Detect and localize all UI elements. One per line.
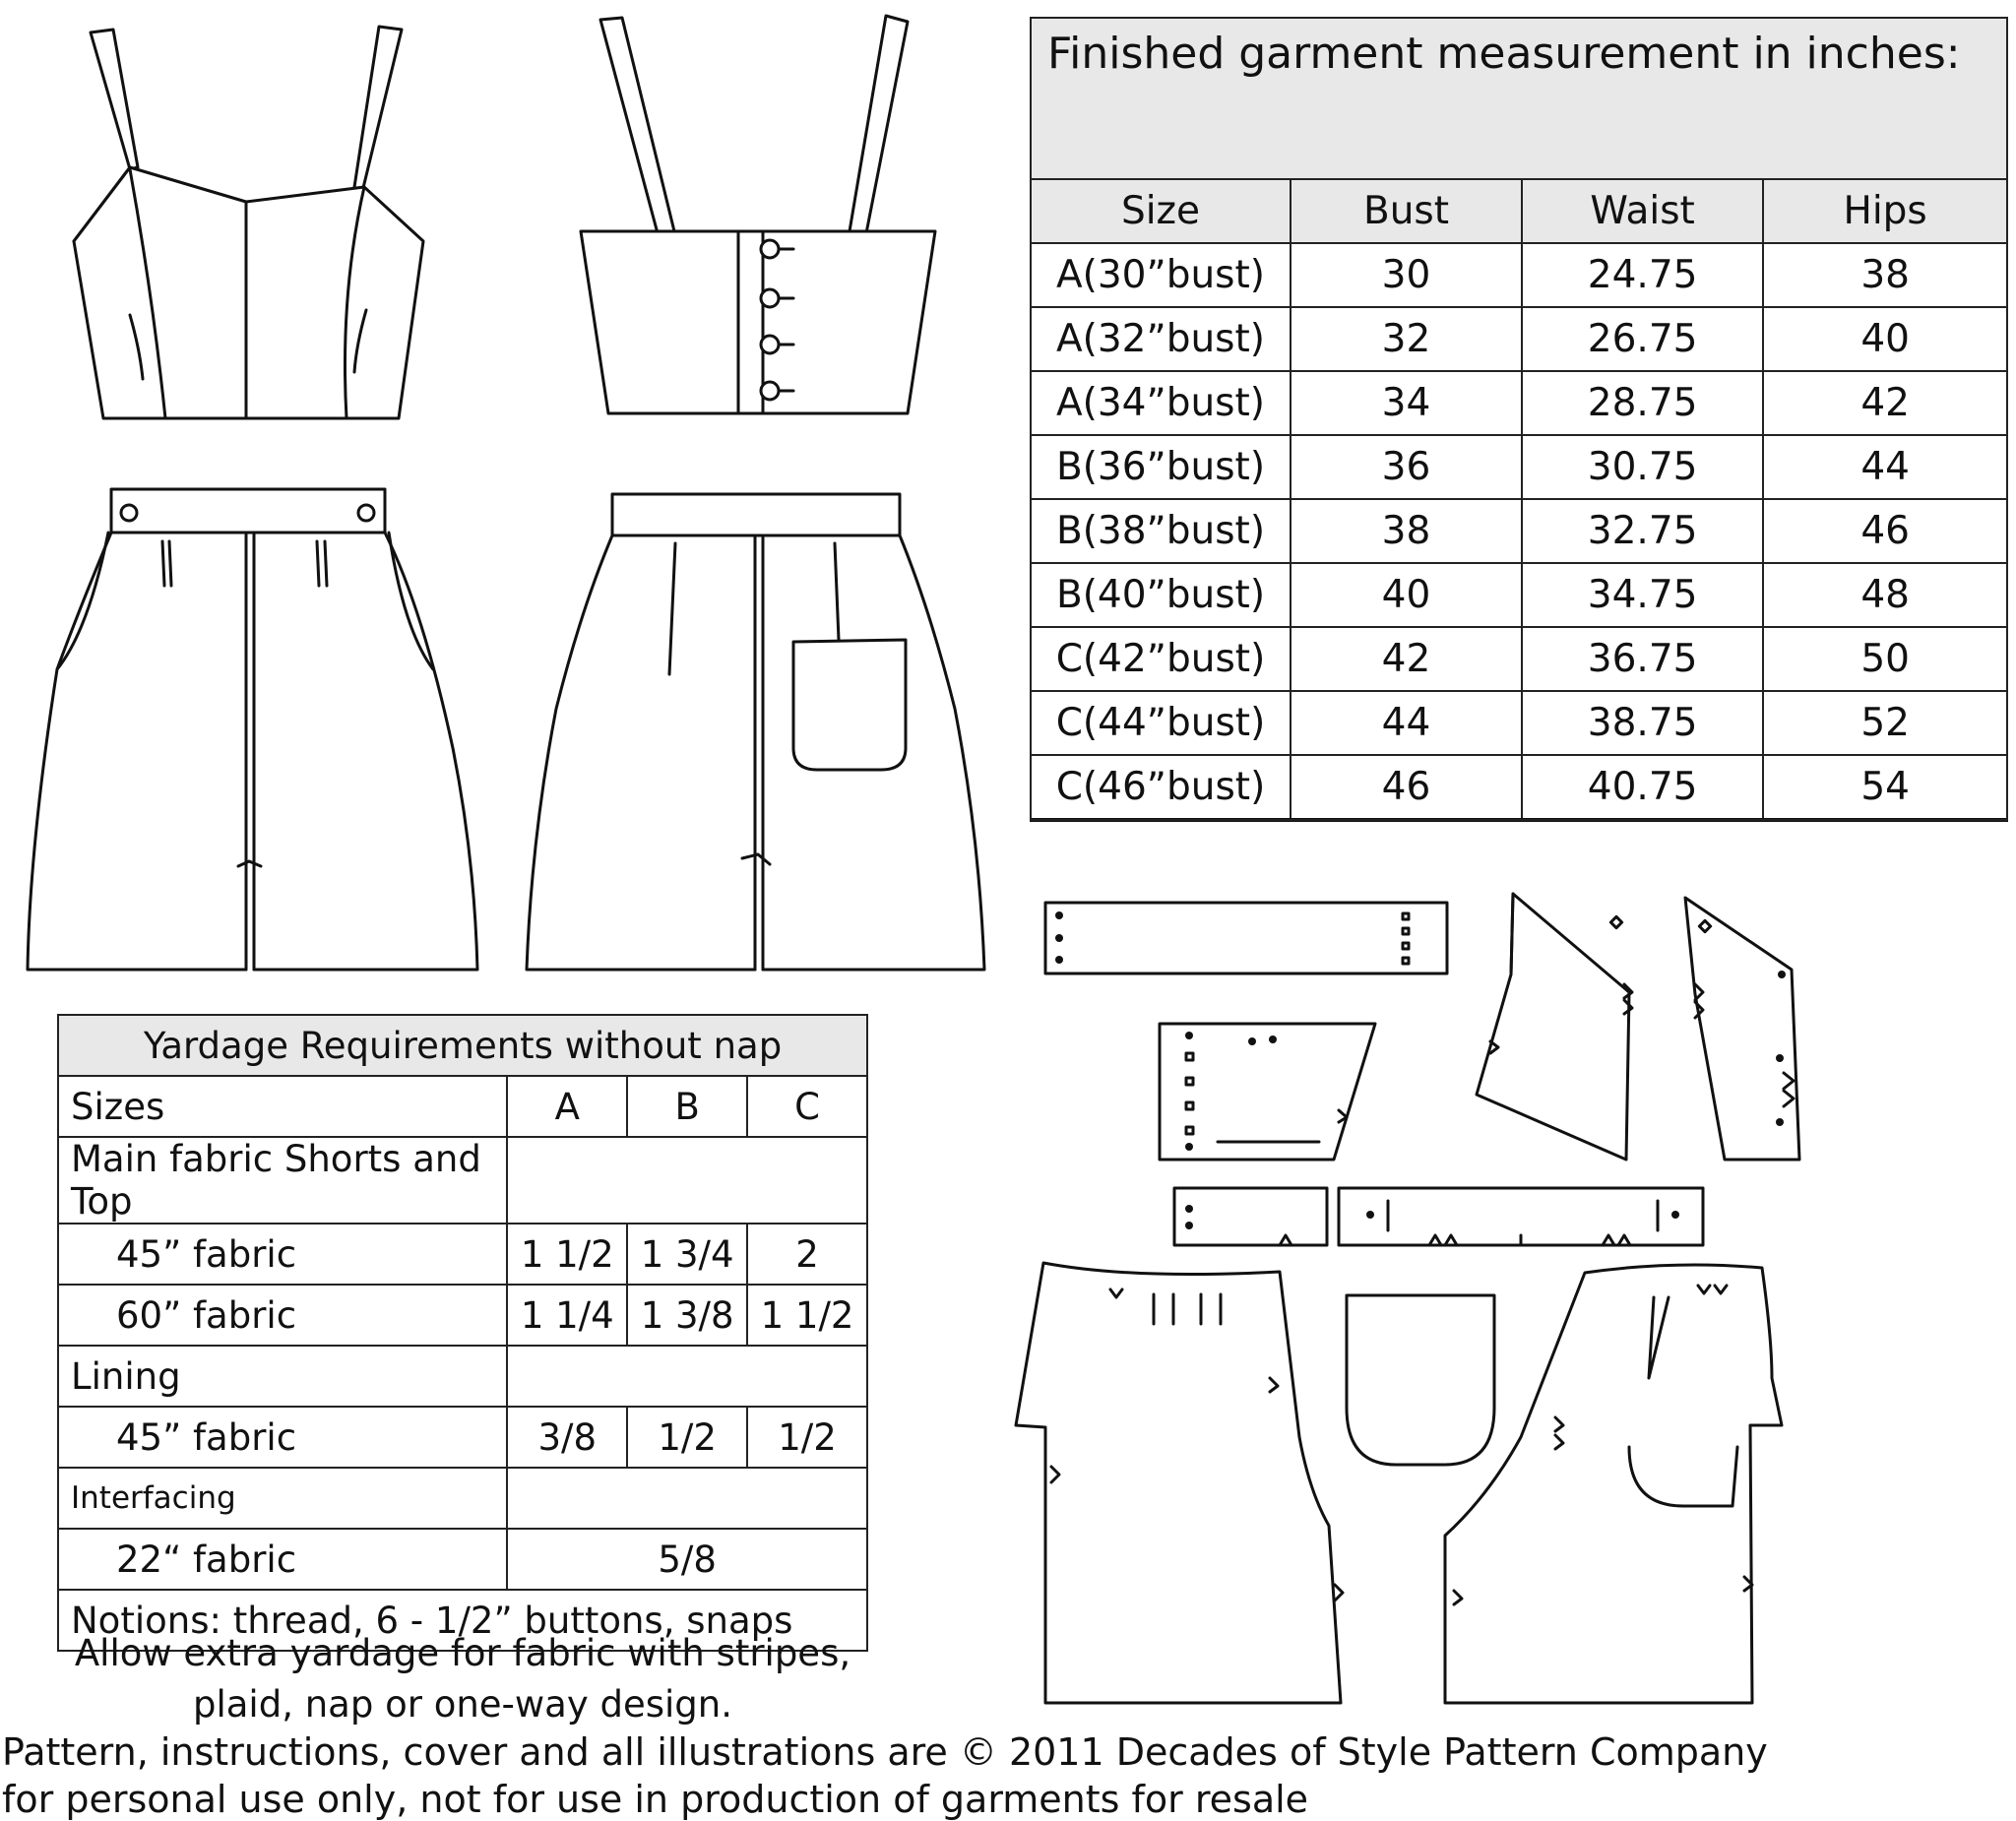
size-c: C — [747, 1076, 867, 1137]
hips-cell: 48 — [1763, 563, 2007, 627]
size-a: A — [507, 1076, 627, 1137]
header-hips: Hips — [1763, 179, 2007, 243]
sizes-label: Sizes — [58, 1076, 507, 1137]
lining-label: Lining — [58, 1346, 507, 1407]
size-cell: B(38”bust) — [1031, 499, 1291, 563]
copyright-line-2: for personal use only, not for use in production of garments for resale — [2, 1778, 1309, 1821]
interfacing-row — [58, 1468, 867, 1529]
main-45-c: 2 — [747, 1224, 867, 1285]
size-cell: A(32”bust) — [1031, 307, 1291, 371]
size-cell: A(30”bust) — [1031, 243, 1291, 307]
allowance-line-2: plaid, nap or one-way design. — [192, 1683, 732, 1726]
hips-cell: 54 — [1763, 755, 2007, 820]
main-fabric-row — [58, 1137, 867, 1224]
measurement-table — [1030, 17, 2008, 821]
empty-cell — [507, 1137, 867, 1224]
table-row — [1031, 371, 2007, 435]
main-60-c: 1 1/2 — [747, 1285, 867, 1346]
waist-cell: 30.75 — [1522, 435, 1763, 499]
bust-cell: 38 — [1291, 499, 1522, 563]
hips-cell: 46 — [1763, 499, 2007, 563]
allowance-line-1: Allow extra yardage for fabric with stripes, — [74, 1632, 851, 1674]
copyright-line-1: Pattern, instructions, cover and all illustrations are © 2011 Decades of Style Pattern Company — [2, 1730, 1768, 1774]
yardage-title: Yardage Requirements without nap — [58, 1015, 867, 1076]
bust-cell: 44 — [1291, 691, 1522, 755]
table-row — [1031, 435, 2007, 499]
lining-45-label: 45” fabric — [58, 1407, 507, 1468]
bust-cell: 32 — [1291, 307, 1522, 371]
main-60-label: 60” fabric — [58, 1285, 507, 1346]
bust-cell: 46 — [1291, 755, 1522, 820]
main-fabric-label: Main fabric Shorts and Top — [58, 1137, 507, 1224]
main-45-label: 45” fabric — [58, 1224, 507, 1285]
waist-cell: 26.75 — [1522, 307, 1763, 371]
lining-45-b: 1/2 — [627, 1407, 747, 1468]
waist-cell: 32.75 — [1522, 499, 1763, 563]
hips-cell: 44 — [1763, 435, 2007, 499]
empty-cell — [507, 1346, 867, 1407]
main-60-b: 1 3/8 — [627, 1285, 747, 1346]
waist-cell: 34.75 — [1522, 563, 1763, 627]
bust-cell: 34 — [1291, 371, 1522, 435]
interfacing-22-value: 5/8 — [507, 1529, 867, 1590]
size-cell: C(46”bust) — [1031, 755, 1291, 820]
waist-cell: 36.75 — [1522, 627, 1763, 691]
main-45-a: 1 1/2 — [507, 1224, 627, 1285]
measurement-table-title: Finished garment measurement in inches: — [1030, 17, 2008, 178]
waist-cell: 40.75 — [1522, 755, 1763, 820]
bust-cell: 30 — [1291, 243, 1522, 307]
lining-45-c: 1/2 — [747, 1407, 867, 1468]
header-bust: Bust — [1291, 179, 1522, 243]
header-size: Size — [1031, 179, 1291, 243]
size-cell: A(34”bust) — [1031, 371, 1291, 435]
table-row — [1031, 691, 2007, 755]
size-cell: C(42”bust) — [1031, 627, 1291, 691]
interfacing-22-label: 22“ fabric — [58, 1529, 507, 1590]
waist-cell: 38.75 — [1522, 691, 1763, 755]
hips-cell: 50 — [1763, 627, 2007, 691]
yardage-title-row — [58, 1015, 867, 1076]
notions-text: Notions: thread, 6 - 1/2” buttons, snaps — [58, 1590, 867, 1651]
hips-cell: 52 — [1763, 691, 2007, 755]
lining-45-a: 3/8 — [507, 1407, 627, 1468]
main-45-b: 1 3/4 — [627, 1224, 747, 1285]
main-60-a: 1 1/4 — [507, 1285, 627, 1346]
table-row — [1031, 627, 2007, 691]
lining-row — [58, 1346, 867, 1407]
table-row — [1031, 499, 2007, 563]
hips-cell: 40 — [1763, 307, 2007, 371]
hips-cell: 38 — [1763, 243, 2007, 307]
interfacing-22-row — [58, 1529, 867, 1590]
main-45-row — [58, 1224, 867, 1285]
size-cell: B(40”bust) — [1031, 563, 1291, 627]
header-waist: Waist — [1522, 179, 1763, 243]
sizes-row — [58, 1076, 867, 1137]
table-row — [1031, 307, 2007, 371]
empty-cell — [507, 1468, 867, 1529]
yardage-table — [57, 1014, 868, 1652]
waist-cell: 28.75 — [1522, 371, 1763, 435]
table-row — [1031, 755, 2007, 820]
lining-45-row — [58, 1407, 867, 1468]
interfacing-label: Interfacing — [58, 1468, 507, 1529]
table-row — [1031, 563, 2007, 627]
size-cell: C(44”bust) — [1031, 691, 1291, 755]
main-60-row — [58, 1285, 867, 1346]
waist-cell: 24.75 — [1522, 243, 1763, 307]
measurement-header-row — [1031, 179, 2007, 243]
size-cell: B(36”bust) — [1031, 435, 1291, 499]
table-row — [1031, 243, 2007, 307]
hips-cell: 42 — [1763, 371, 2007, 435]
bust-cell: 42 — [1291, 627, 1522, 691]
bust-cell: 36 — [1291, 435, 1522, 499]
size-b: B — [627, 1076, 747, 1137]
bust-cell: 40 — [1291, 563, 1522, 627]
